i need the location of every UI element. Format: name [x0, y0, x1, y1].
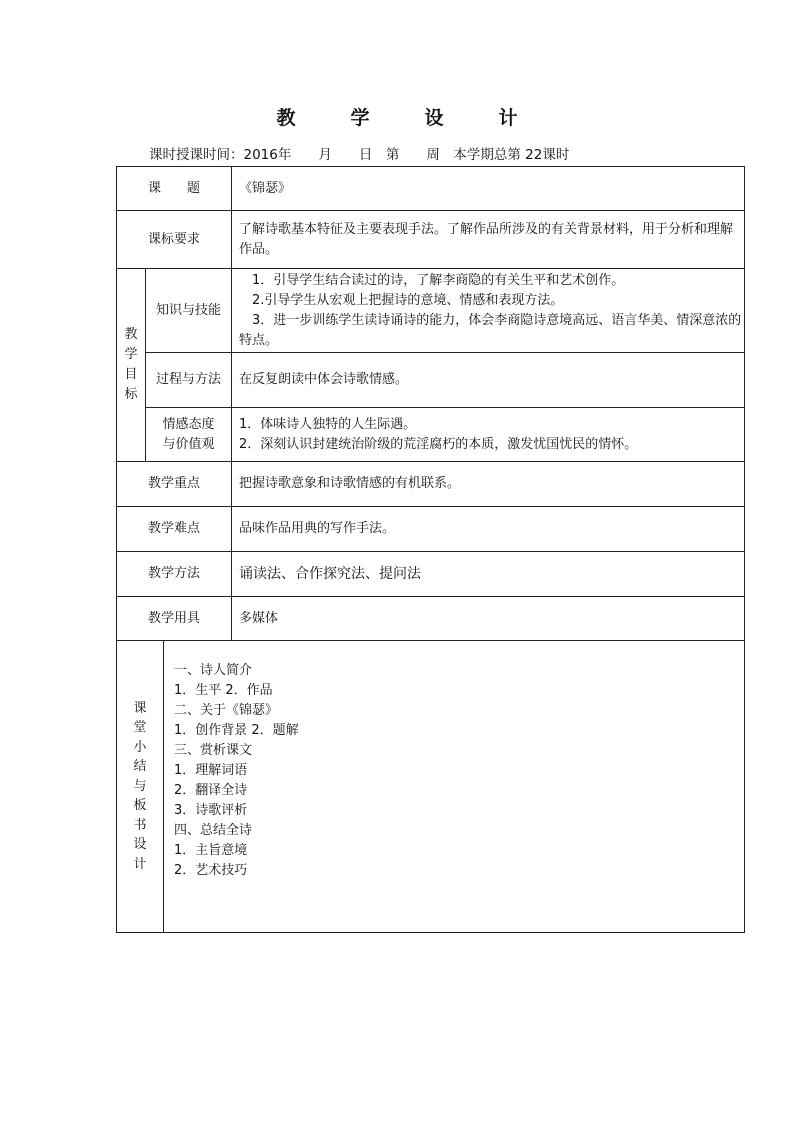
lesson-time-line: 课时授课时间：2016年 月 日 第 周 本学期总第 22课时: [149, 147, 570, 163]
board-line: 二、关于《锦瑟》: [174, 703, 279, 718]
knowledge-value: [232, 269, 745, 353]
board-label: [117, 641, 164, 933]
method-value: 诵读法、合作探究法、提问法: [232, 552, 745, 597]
emotion-label-line: 情感态度: [162, 416, 215, 432]
board-label-char: 堂: [133, 720, 147, 736]
topic-value: 《锦瑟》: [232, 167, 745, 211]
board-line: 2．艺术技巧: [174, 863, 248, 878]
board-line: 1．生平 2．作品: [174, 683, 273, 698]
row-key-point: [117, 462, 745, 507]
row-topic: [117, 167, 745, 211]
row-standard: [117, 211, 745, 269]
board-line: 1．理解词语: [174, 763, 248, 778]
board-line: 1．主旨意境: [174, 843, 248, 858]
board-line: 一、诗人简介: [174, 663, 253, 678]
emotion-value: [232, 408, 745, 462]
knowledge-line: 1．引导学生结合读过的诗，了解李商隐的有关生平和艺术创作。: [239, 272, 625, 288]
topic-label: 课 题: [117, 167, 232, 211]
key-point-value: 把握诗歌意象和诗歌情感的有机联系。: [232, 462, 745, 507]
row-knowledge: [117, 269, 745, 353]
emotion-line: 1．体味诗人独特的人生际遇。: [239, 416, 417, 432]
goals-label-char: 标: [124, 387, 138, 402]
row-board: [117, 641, 745, 933]
difficulty-label: 教学难点: [117, 507, 232, 552]
knowledge-label: 知识与技能: [146, 269, 232, 353]
knowledge-line: 2.引导学生从宏观上把握诗的意境、情感和表现方法。: [239, 292, 564, 308]
row-tools: [117, 597, 745, 641]
standard-label: 课标要求: [117, 211, 232, 269]
key-point-label: 教学重点: [117, 462, 232, 507]
goals-label-char: 学: [124, 347, 138, 362]
standard-value: 了解诗歌基本特征及主要表现手法。了解作品所涉及的有关背景材料，用于分析和理解作品。: [232, 211, 745, 269]
row-difficulty: [117, 507, 745, 552]
row-emotion: [117, 408, 745, 462]
row-method: [117, 552, 745, 597]
row-process: [117, 353, 745, 408]
board-label-char: 计: [133, 856, 147, 872]
goals-label-char: 教: [124, 327, 138, 342]
board-line: 3．诗歌评析: [174, 803, 248, 818]
process-value: 在反复朗读中体会诗歌情感。: [232, 353, 745, 408]
goals-label-char: 目: [124, 367, 138, 382]
method-label: 教学方法: [117, 552, 232, 597]
board-line: 四、总结全诗: [174, 823, 253, 838]
board-label-char: 结: [133, 759, 147, 775]
difficulty-value: 品味作品用典的写作手法。: [232, 507, 745, 552]
process-label: 过程与方法: [146, 353, 232, 408]
board-label-char: 书: [133, 817, 147, 833]
board-label-char: 小: [133, 739, 147, 755]
lesson-plan-table: [116, 166, 745, 933]
tools-label: 教学用具: [117, 597, 232, 641]
board-content: [164, 641, 745, 933]
emotion-line: 2．深刻认识封建统治阶级的荒淫腐朽的本质，激发忧国忧民的情怀。: [239, 436, 638, 452]
knowledge-line: 3．进一步训练学生读诗诵诗的能力，体会李商隐诗意境高远、语言华美、情深意浓的特点。: [239, 312, 742, 348]
board-line: 2．翻译全诗: [174, 783, 248, 798]
board-label-char: 板: [133, 798, 147, 814]
document-title: 教 学 设 计: [276, 107, 536, 129]
board-label-char: 与: [133, 778, 147, 794]
emotion-label-line: 与价值观: [162, 436, 215, 452]
tools-value: 多媒体: [232, 597, 745, 641]
board-line: 三、赏析课文: [174, 743, 253, 758]
board-label-char: 课: [133, 700, 147, 716]
emotion-label: [146, 408, 232, 462]
board-label-char: 设: [133, 837, 147, 853]
goals-label: [117, 269, 146, 462]
board-line: 1．创作背景 2．题解: [174, 723, 299, 738]
